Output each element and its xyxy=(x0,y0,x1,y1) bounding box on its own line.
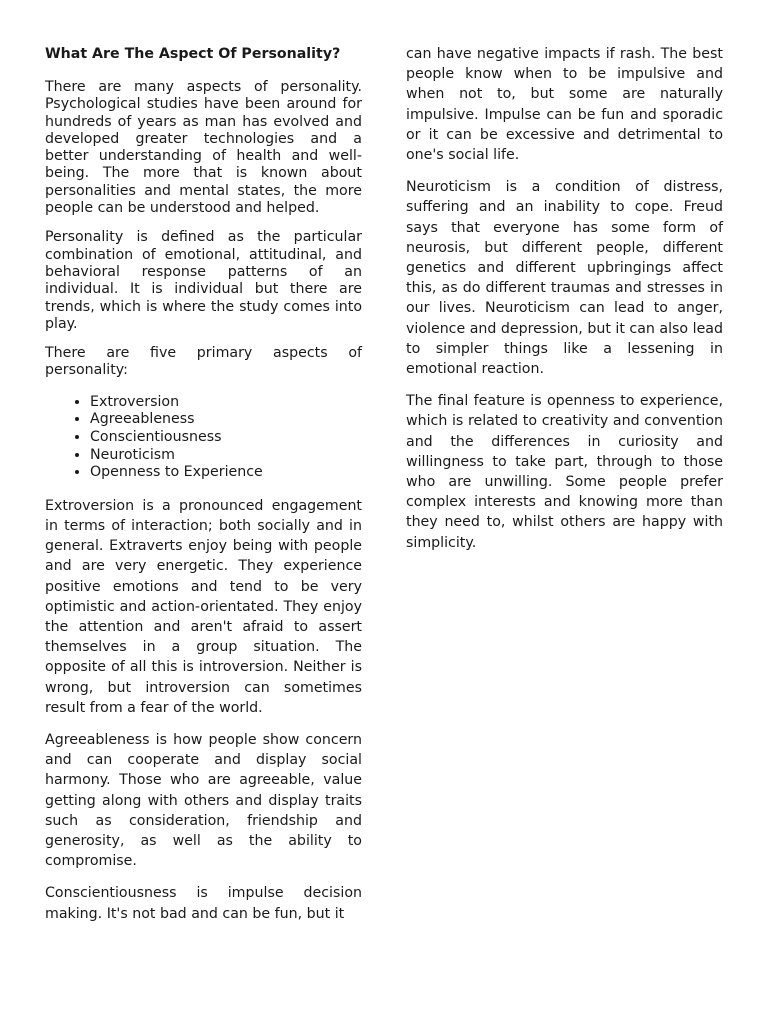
list-item: • Neuroticism xyxy=(90,447,362,465)
paragraph-intro: There are many aspects of personality. Psychological studies have been around for hundreds of years as man has evolved and developed greater technologies and a better understanding of health and well-being. The more that is known about personalities and mental states, the more people can be understood and helped. xyxy=(45,79,362,217)
aspects-list xyxy=(45,394,362,482)
paragraph-agreeableness: Agreeableness is how people show concern and can cooperate and display social harmony. Those who are agreeable, value getting along with others and display traits such as consideration, friendship and generosity, as well as the ability to compromise. xyxy=(45,731,362,870)
list-item: • Openness to Experience xyxy=(90,464,362,482)
list-item: • Conscientiousness xyxy=(90,429,362,447)
right-column xyxy=(406,44,723,565)
paragraph-neuroticism: Neuroticism is a condition of distress, suffering and an inability to cope. Freud says that everyone has some form of neurosis, but different people, different genetics and different upbringings affect this, as do different traumas and stresses in our lives. Neuroticism can lead to anger, violence and depression, but it can also lead to simpler things like a lessening in emotional reaction. xyxy=(406,179,723,378)
paragraph-conscientiousness-start: Conscientiousness is impulse decision making. It's not bad and can be fun, but it xyxy=(45,885,362,922)
list-item: • Extroversion xyxy=(90,394,362,412)
list-item: • Agreeableness xyxy=(90,411,362,429)
paragraph-extroversion: Extroversion is a pronounced engagement in terms of interaction; both socially and in general. Extraverts enjoy being with people and are very energetic. They experience positive emotions and tend to be very optimistic and action-orientated. They enjoy the attention and aren't afraid to assert themselves in a group situation. The opposite of all this is introversion. Neither is wrong, but introversion can sometimes result from a fear of the world. xyxy=(45,497,362,716)
paragraph-conscientiousness-end: can have negative impacts if rash. The best people know when to be impulsive and when not to, but some are naturally impulsive. Impulse can be fun and sporadic or it can be excessive and detrimental to one's social life. xyxy=(406,46,723,164)
paragraph-openness: The final feature is openness to experience, which is related to creativity and convention and the differences in curiosity and willingness to take part, through to those who are unwilling. Some people prefer complex interests and knowing more than they need to, whilst others are happy with simplicity. xyxy=(406,393,723,551)
paragraph-definition: Personality is defined as the particular combination of emotional, attitudinal, and behavioral response patterns of an individual. It is individual but there are trends, which is where the study comes into play. xyxy=(45,229,362,332)
left-column xyxy=(45,44,362,936)
paragraph-five-aspects: There are five primary aspects of personality: xyxy=(45,345,362,379)
article-title: What Are The Aspect Of Personality? xyxy=(45,46,341,62)
